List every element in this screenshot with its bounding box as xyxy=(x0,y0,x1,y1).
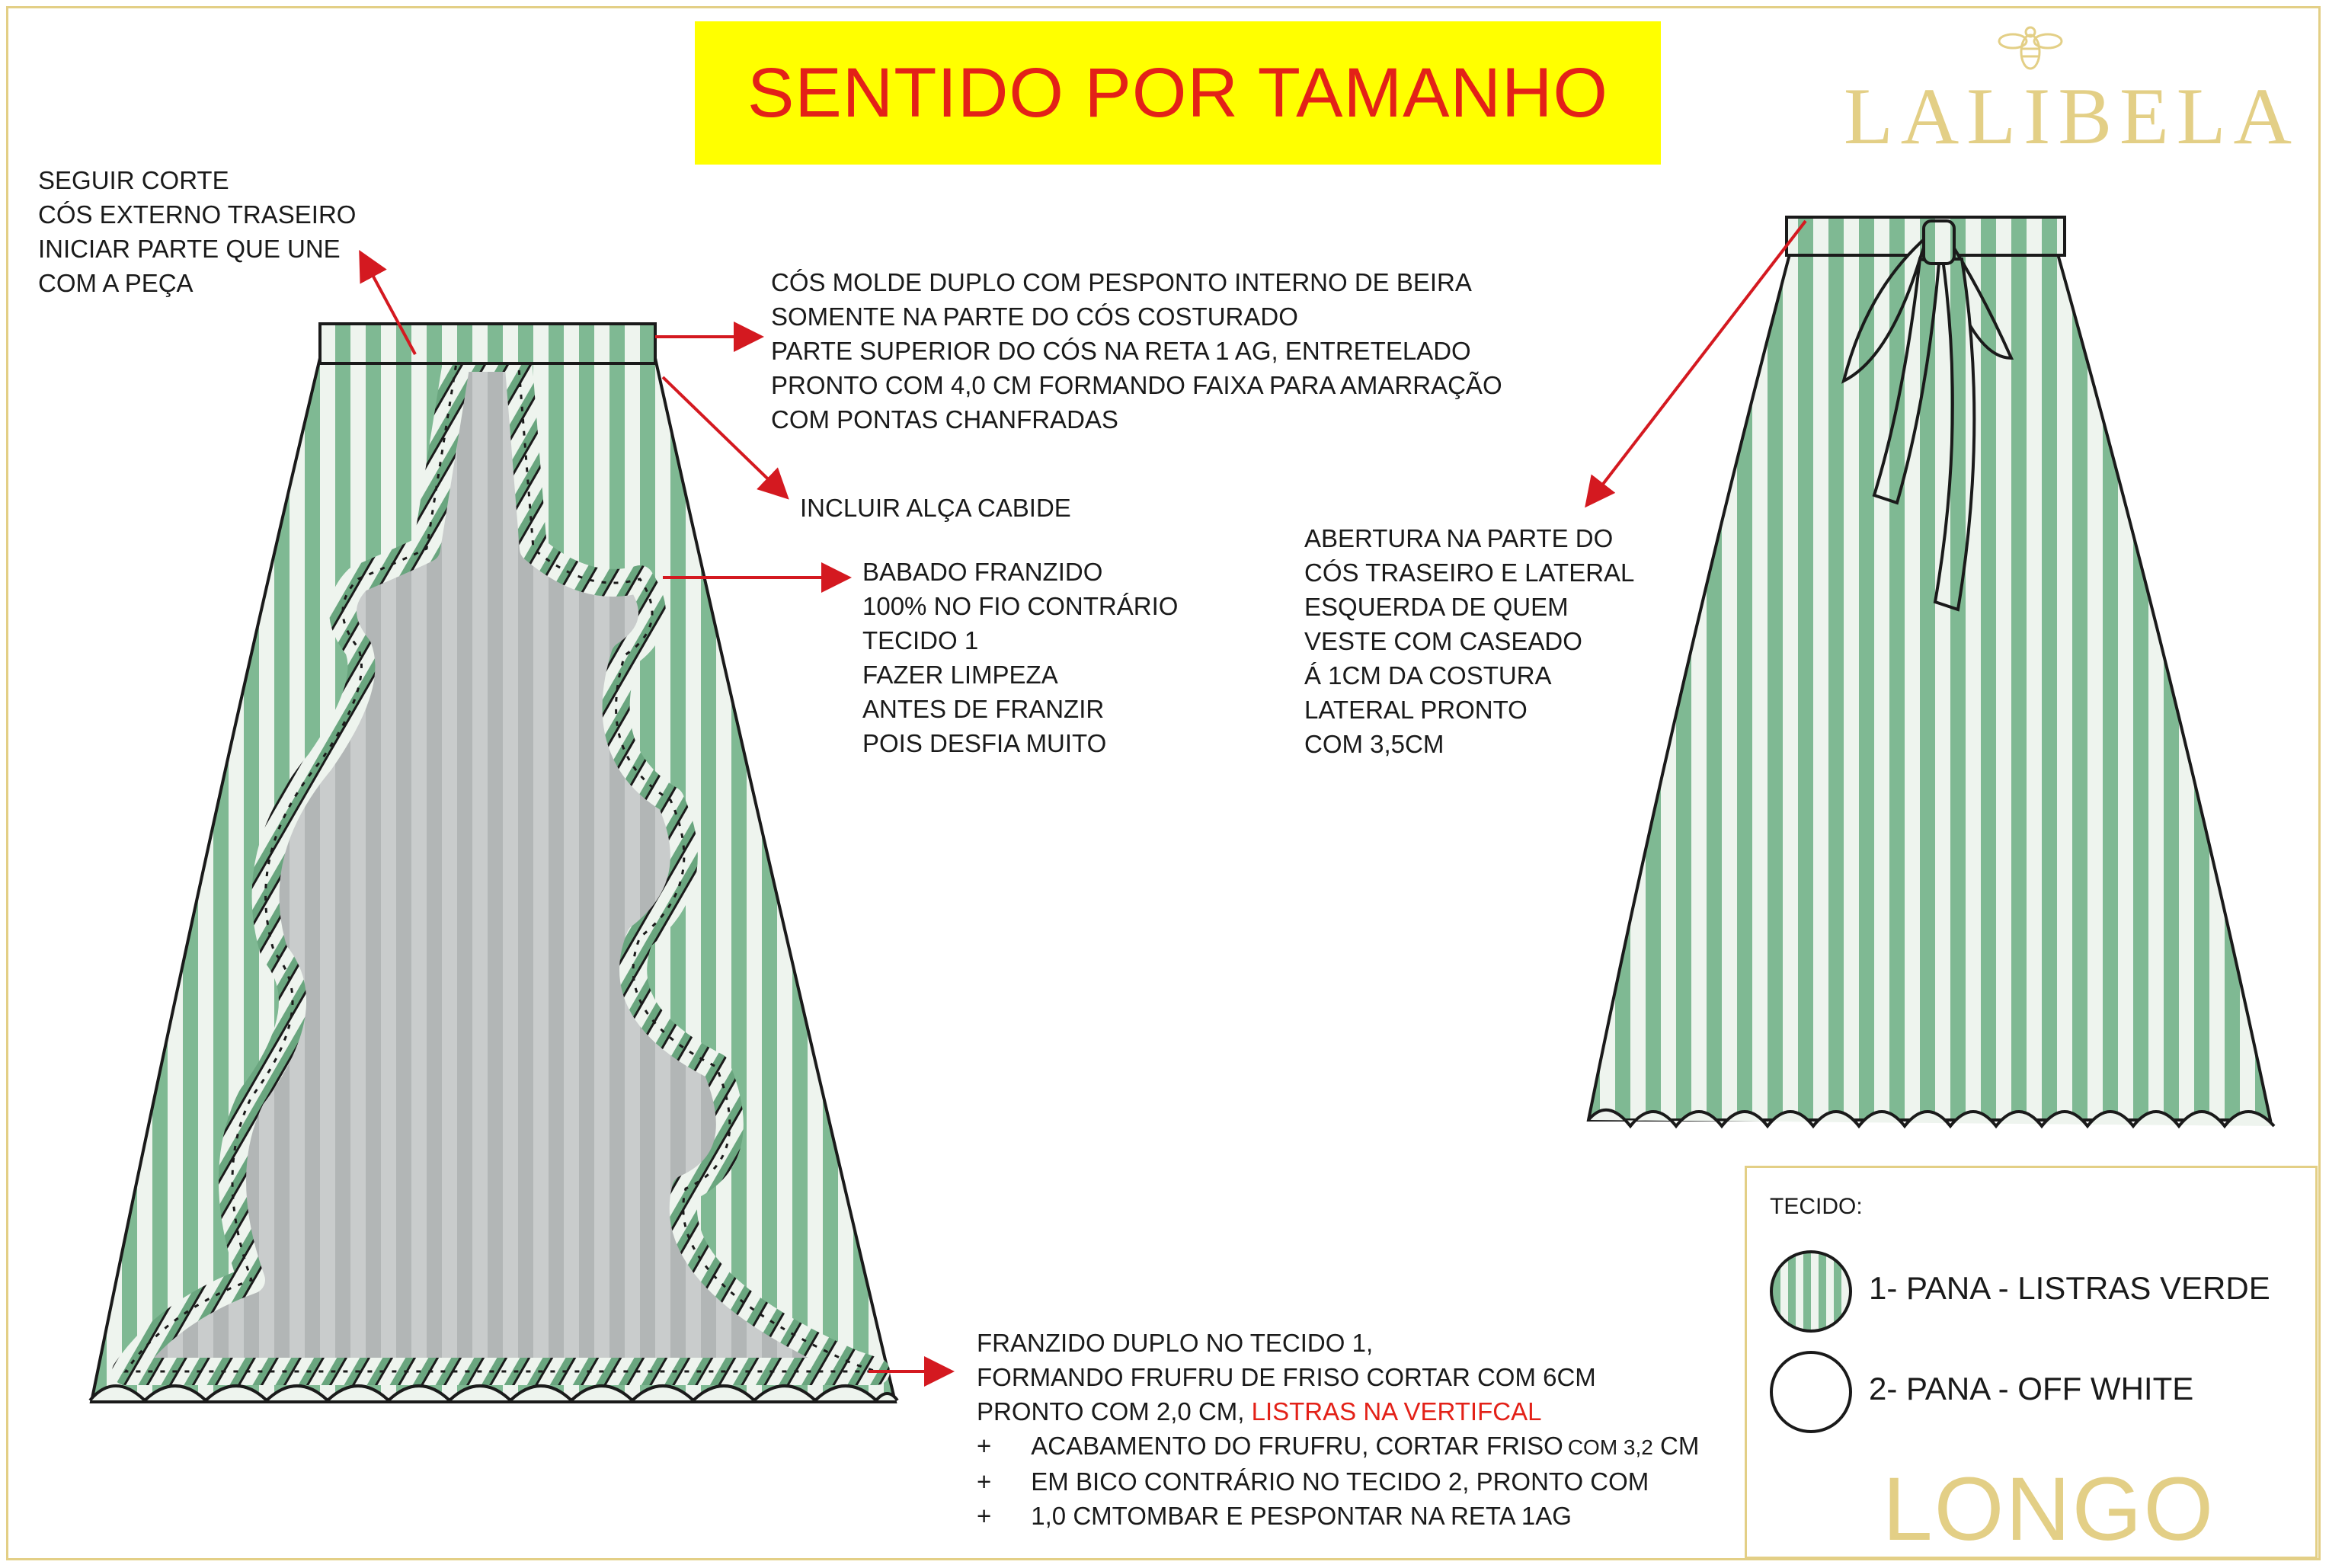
note-cos-molde xyxy=(771,265,1502,437)
model-name: LONGO xyxy=(1883,1459,2215,1560)
note-line: PARTE SUPERIOR DO CÓS NA RETA 1 AG, ENTRETELADO xyxy=(771,337,1471,365)
note-line: BABADO FRANZIDO xyxy=(862,558,1103,586)
back-skirt-body xyxy=(1588,251,2270,1120)
note-seguir-corte xyxy=(38,163,356,300)
back-bow-knot xyxy=(1924,221,1954,264)
note-line: ESQUERDA DE QUEM xyxy=(1304,593,1569,621)
note-text: ACABAMENTO DO FRUFRU, CORTAR FRISO xyxy=(1031,1432,1563,1460)
plus-icon: + xyxy=(977,1502,992,1530)
note-line xyxy=(977,1464,1699,1499)
note-line xyxy=(977,1394,1699,1429)
note-line: COM PONTAS CHANFRADAS xyxy=(771,405,1118,434)
note-abertura xyxy=(1304,521,1634,761)
note-line: INICIAR PARTE QUE UNE xyxy=(38,235,341,263)
note-line xyxy=(977,1499,1699,1533)
legend-label-2: 2- PANA - OFF WHITE xyxy=(1869,1371,2194,1406)
note-alca-cabide: INCLUIR ALÇA CABIDE xyxy=(800,494,1071,522)
note-line: Á 1CM DA COSTURA xyxy=(1304,661,1552,690)
plus-icon: + xyxy=(977,1467,992,1496)
page-title: SENTIDO POR TAMANHO xyxy=(747,53,1608,132)
plus-icon: + xyxy=(977,1432,992,1460)
note-line: FRANZIDO DUPLO NO TECIDO 1, xyxy=(977,1329,1374,1357)
note-line: FORMANDO FRUFRU DE FRISO CORTAR COM 6CM xyxy=(977,1363,1596,1391)
note-line: PRONTO COM 4,0 CM FORMANDO FAIXA PARA AMARRAÇÃO xyxy=(771,371,1502,399)
note-line: SOMENTE NA PARTE DO CÓS COSTURADO xyxy=(771,302,1298,331)
note-line: SEGUIR CORTE xyxy=(38,166,229,194)
swatch-green-stripes-icon xyxy=(1770,1250,1852,1333)
front-waistband xyxy=(320,324,655,363)
legend-title: TECIDO: xyxy=(1770,1194,1863,1219)
note-line: LATERAL PRONTO xyxy=(1304,696,1528,724)
note-line: CÓS EXTERNO TRASEIRO xyxy=(38,200,357,229)
note-franzido xyxy=(977,1326,1699,1533)
swatch-off-white-icon xyxy=(1770,1351,1852,1433)
note-line: ABERTURA NA PARTE DO xyxy=(1304,524,1614,552)
note-line: CÓS TRASEIRO E LATERAL xyxy=(1304,558,1635,587)
note-line: FAZER LIMPEZA xyxy=(862,661,1058,689)
note-text: EM BICO CONTRÁRIO NO TECIDO 2, PRONTO COM xyxy=(1031,1467,1649,1496)
back-skirt xyxy=(1588,217,2274,1126)
bee-icon xyxy=(1996,18,2065,79)
note-line xyxy=(977,1429,1699,1464)
brand-logo: LALIBELA xyxy=(1844,72,2300,161)
note-text: COM 3,2 xyxy=(1567,1435,1653,1459)
note-line: COM A PEÇA xyxy=(38,269,194,297)
fabric-legend xyxy=(1745,1166,2318,1559)
note-text: CM xyxy=(1652,1432,1700,1460)
note-line: VESTE COM CASEADO xyxy=(1304,627,1582,655)
note-highlight: LISTRAS NA VERTIFCAL xyxy=(1251,1397,1542,1426)
note-babado xyxy=(862,555,1178,760)
note-line: COM 3,5CM xyxy=(1304,730,1444,758)
note-line: TECIDO 1 xyxy=(862,626,979,654)
note-line: POIS DESFIA MUITO xyxy=(862,729,1107,757)
legend-label-1: 1- PANA - LISTRAS VERDE xyxy=(1869,1270,2270,1306)
note-line: CÓS MOLDE DUPLO COM PESPONTO INTERNO DE BEIRA xyxy=(771,268,1472,296)
note-line: ANTES DE FRANZIR xyxy=(862,695,1105,723)
title-banner xyxy=(695,21,1661,165)
note-text: PRONTO COM 2,0 CM, xyxy=(977,1397,1252,1426)
note-line: 100% NO FIO CONTRÁRIO xyxy=(862,592,1179,620)
note-text: 1,0 CMTOMBAR E PESPONTAR NA RETA 1AG xyxy=(1031,1502,1572,1530)
